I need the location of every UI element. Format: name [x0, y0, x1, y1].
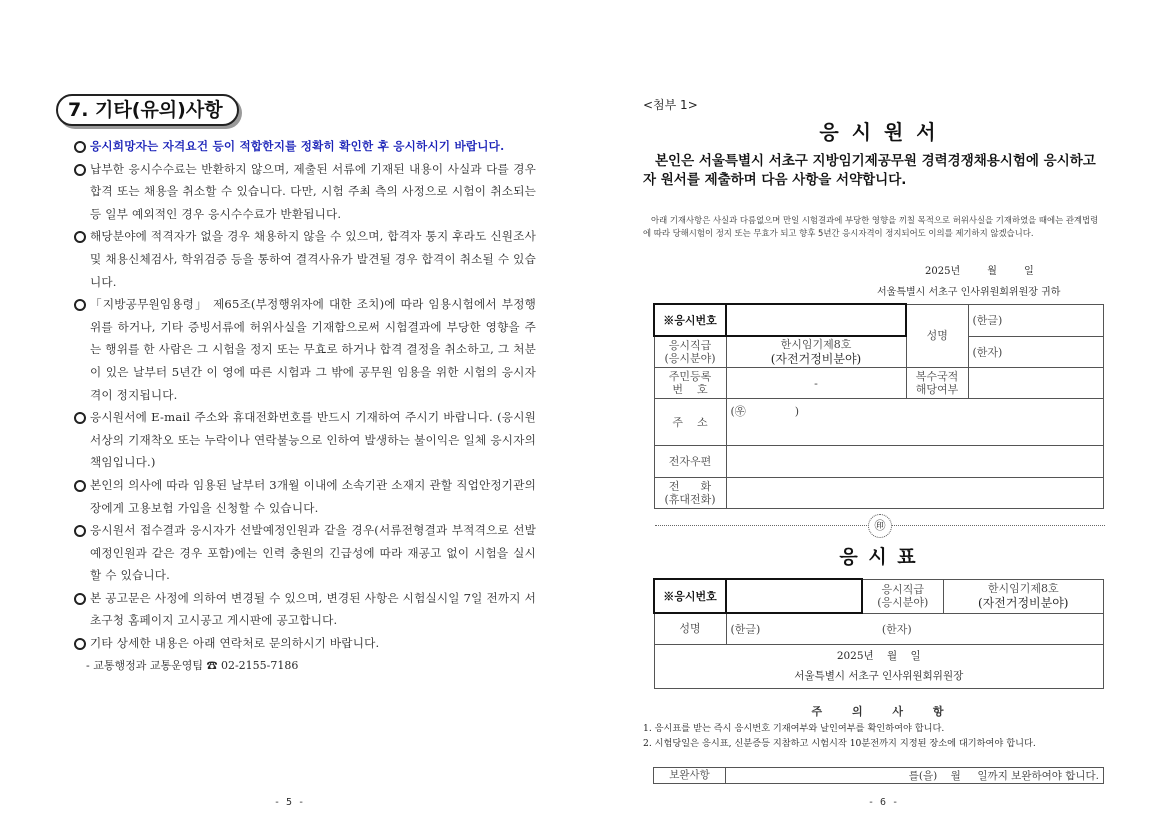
list-item: 응시원서에 E-mail 주소와 휴대전화번호를 반드시 기재하여 주시기 바랍니다. (응시원서상의 기재착오 또는 누락이나 연락불능으로 인하여 발생하는 불이익은 일체 응시자의 책임입니다.) [74, 406, 536, 474]
application-form [653, 303, 1104, 509]
supplement-table [653, 767, 1104, 784]
list-item: 「지방공무원임용령」 제65조(부정행위자에 대한 조치)에 따라 임용시험에서 부정행위를 하거나, 기타 증빙서류에 허위사실을 기재함으로써 시험결과에 부당한 영향을 주는 행위를 한 사람은 그 시험을 정지 또는 무효로 하거나 합격 결정을 취소하고, 그 처분이 있은 날부터 5년간 이 영에 따른 시험과 그 밖에 공무원 임용을 위한 시험의 응시자격이 정지됩니다. [74, 293, 536, 406]
phone-label: 전 화 (휴대전화) [654, 478, 726, 509]
rrn-label: 주민등록 번 호 [654, 368, 726, 399]
contact-info: - 교통행정과 교통운영팀 ☎ 02-2155-7186 [86, 658, 299, 672]
name-hanja-field[interactable]: (한자) [968, 336, 1104, 368]
circle-bullet-icon [74, 593, 86, 605]
address-label: 주 소 [654, 399, 726, 446]
application-date: 2025년 월 일 [925, 266, 1034, 277]
circle-bullet-icon [74, 141, 86, 153]
name-korean-field[interactable]: (한글) [968, 304, 1104, 336]
position-value: 한시임기제8호 (자전거정비분야) [726, 336, 906, 368]
list-item: 기타 상세한 내용은 아래 연락처로 문의하시기 바랍니다. [74, 632, 536, 655]
rrn-field[interactable]: - [726, 368, 906, 399]
supplement-label: 보완사항 [654, 768, 726, 784]
caution-title: 주 의 사 항 [811, 705, 944, 718]
ticket-title: 응 시 표 [839, 546, 916, 568]
list-item: 1. 응시표를 받는 즉시 응시번호 기재여부와 날인여부를 확인하여야 합니다. [643, 723, 945, 734]
exam-number-field[interactable] [726, 304, 906, 336]
list-item: 응시희망자는 자격요건 등이 적합한지를 정확히 확인한 후 응시하시기 바랍니다. [74, 135, 536, 158]
supplement-field[interactable]: 를(을) 월 일까지 보완하여야 합니다. [726, 768, 1104, 784]
list-item: 본인의 의사에 따라 임용된 날부터 3개월 이내에 소속기관 소재지 관할 직업안정기관의 장에게 고용보험 가입을 신청할 수 있습니다. [74, 474, 536, 519]
address-field[interactable]: (㉾ ) [726, 399, 1104, 446]
application-title: 응 시 원 서 [819, 120, 936, 144]
page-number: - 6 - [868, 797, 899, 808]
circle-bullet-icon [74, 638, 86, 650]
addressee: 서울특별시 서초구 인사위원회위원장 귀하 [877, 287, 1061, 298]
dual-nationality-field[interactable] [968, 368, 1104, 399]
notice-list [74, 135, 536, 677]
phone-field[interactable] [726, 478, 1104, 509]
list-item: 납부한 응시수수료는 반환하지 않으며, 제출된 서류에 기재된 내용이 사실과 다를 경우 합격 또는 채용을 취소할 수 있습니다. 다만, 시험 주최 측의 사정으로 시험이 취소되는 등 일부 예외적인 경우 응시수수료가 반환됩니다. [74, 158, 536, 226]
list-item: 본 공고문은 사정에 의하여 변경될 수 있으며, 변경된 사항은 시험실시일 7일 전까지 서초구청 홈페이지 고시공고 게시판에 공고합니다. [74, 587, 536, 632]
list-item: 해당분야에 적격자가 없을 경우 채용하지 않을 수 있으며, 합격자 통지 후라도 신원조사 및 채용신체검사, 학위검증 등을 통하여 결격사유가 발견될 경우 합격이 취소될 수 있습니다. [74, 225, 536, 293]
circle-bullet-icon [74, 525, 86, 537]
circle-bullet-icon [74, 412, 86, 424]
ticket-name-field[interactable]: (한글) (한자) [726, 613, 1104, 644]
dual-nationality-label: 복수국적 해당여부 [906, 368, 968, 399]
pledge-text: 본인은 서울특별시 서초구 지방임기제공무원 경력경쟁채용시험에 응시하고자 원서를 제출하며 다음 사항을 서약합니다. [643, 153, 1096, 188]
page-6 [585, 0, 1170, 827]
name-label: 성명 [906, 304, 968, 368]
email-field[interactable] [726, 446, 1104, 478]
circle-bullet-icon [74, 299, 86, 311]
ticket-issue-block: 2025년 월 일 서울특별시 서초구 인사위원회위원장 [654, 644, 1104, 688]
notice-text: 아래 기재사항은 사실과 다름없으며 만일 시험결과에 부당한 영향을 끼칠 목적으로 허위사실을 기재하였을 때에는 관계법령에 따라 당해시험이 정지 또는 무효가 되고 향후 5년간 응시자격이 정지되어도 이의를 제기하지 않겠습니다. [643, 215, 1099, 238]
circle-bullet-icon [74, 480, 86, 492]
position-label: 응시직급 (응시분야) [654, 336, 726, 368]
exam-ticket [653, 578, 1104, 689]
list-item: 응시원서 접수결과 응시자가 선발예정인원과 같을 경우(서류전형결과 부적격으로 선발예정인원과 같은 경우 포함)에는 인력 충원의 긴급성에 따라 재공고 없이 시험을 실시할 수 있습니다. [74, 519, 536, 587]
exam-number-label: ※응시번호 [654, 304, 726, 336]
circle-bullet-icon [74, 164, 86, 176]
list-item: 2. 시험당일은 응시표, 신분증등 지참하고 시험시작 10분전까지 지정된 장소에 대기하여야 합니다. [643, 738, 1036, 749]
attachment-label: <첨부 1> [643, 98, 698, 112]
ticket-exam-number-field[interactable] [726, 579, 862, 613]
caution-list [643, 721, 1036, 751]
seal-icon: ㊞ [868, 514, 892, 538]
page-number: - 5 - [274, 797, 305, 808]
ticket-position-value: 한시임기제8호 (자전거정비분야) [943, 579, 1104, 613]
email-label: 전자우편 [654, 446, 726, 478]
section-title: 7. 기타(유의)사항 [56, 94, 239, 126]
circle-bullet-icon [74, 231, 86, 243]
ticket-name-label: 성명 [654, 613, 726, 644]
ticket-exam-number-label: ※응시번호 [654, 579, 726, 613]
ticket-position-label: 응시직급 (응시분야) [862, 579, 943, 613]
